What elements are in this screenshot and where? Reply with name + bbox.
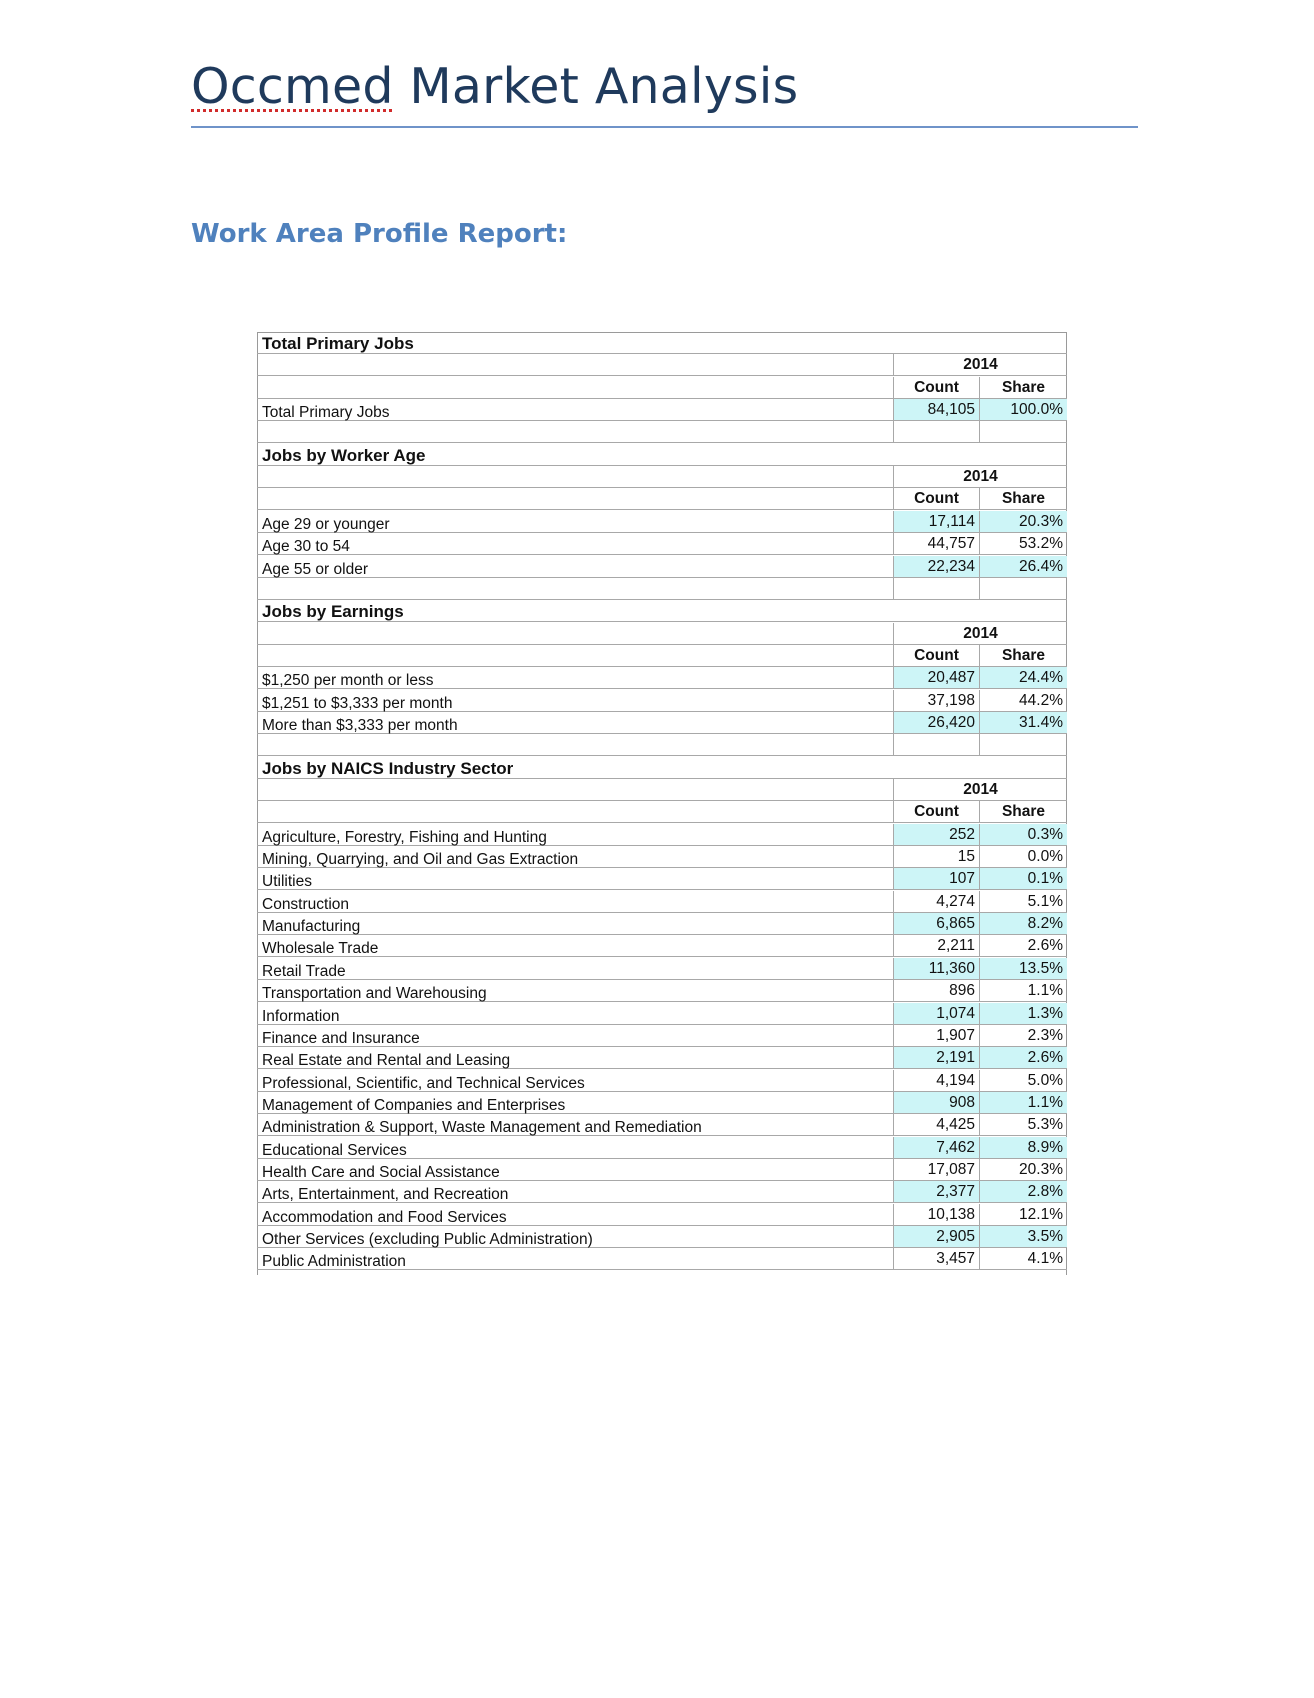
row-share: 24.4%	[980, 667, 1067, 688]
empty-cell	[257, 645, 894, 666]
row-label-text: Information	[262, 1007, 340, 1025]
table-row	[257, 511, 1067, 533]
row-label	[257, 690, 894, 711]
table-row	[257, 667, 1067, 689]
table-row	[257, 712, 1067, 734]
row-share: 2.6%	[980, 1047, 1067, 1068]
row-share: 20.3%	[1019, 1160, 1063, 1178]
empty-cell	[257, 578, 894, 599]
row-label	[257, 891, 894, 912]
row-count: 17,087	[894, 1159, 980, 1180]
row-count: 10,138	[894, 1204, 980, 1225]
row-count: 22,234	[894, 556, 980, 577]
row-share: 5.3%	[1027, 1116, 1063, 1134]
row-label	[257, 1248, 894, 1269]
year-header-row	[257, 779, 1067, 801]
count-header: Count	[894, 801, 980, 822]
row-label-text: Health Care and Social Assistance	[262, 1163, 500, 1181]
table-row	[257, 868, 1067, 890]
row-label-text: Educational Services	[262, 1141, 407, 1159]
empty-cell	[257, 779, 894, 800]
share-header: Share	[1001, 646, 1046, 664]
table-row	[257, 1226, 1067, 1248]
table-row	[257, 891, 1067, 913]
table-row	[257, 1248, 1067, 1270]
report-heading: Work Area Profile Report:	[191, 219, 568, 249]
row-label	[257, 1114, 894, 1135]
title-rest: Market Analysis	[393, 58, 799, 115]
row-count: 37,198	[894, 690, 980, 711]
empty-cell	[257, 354, 894, 375]
table-row	[257, 913, 1067, 935]
table-row	[257, 1047, 1067, 1069]
section-title-row	[257, 332, 1067, 354]
row-label	[257, 1159, 894, 1180]
row-share: 5.1%	[1027, 892, 1063, 910]
row-share: 100.0%	[980, 399, 1067, 420]
row-count: 44,757	[894, 533, 980, 554]
spacer-row	[257, 578, 1067, 600]
section-title-row	[257, 600, 1067, 622]
row-label-text: Wholesale Trade	[262, 940, 379, 958]
row-label	[257, 913, 894, 934]
row-label	[257, 868, 894, 889]
count-header: Count	[894, 488, 980, 509]
table-row	[257, 399, 1067, 421]
row-count: 252	[894, 824, 980, 845]
row-count: 908	[894, 1092, 980, 1113]
table-row	[257, 958, 1067, 980]
table-row	[257, 1070, 1067, 1092]
empty-cell	[980, 421, 1067, 442]
column-header-row	[257, 645, 1067, 667]
count-header: Count	[894, 645, 980, 666]
row-label	[257, 399, 894, 420]
row-share: 0.1%	[980, 868, 1067, 889]
row-label	[257, 712, 894, 733]
row-label	[257, 1137, 894, 1158]
row-share: 31.4%	[980, 712, 1067, 733]
section-title-row	[257, 757, 1067, 779]
section-title: Jobs by Worker Age	[262, 445, 426, 465]
spacer-row	[257, 734, 1067, 756]
row-label-text: Mining, Quarrying, and Oil and Gas Extraction	[262, 851, 579, 869]
row-count: 20,487	[894, 667, 980, 688]
row-share: 8.2%	[980, 913, 1067, 934]
section-title: Jobs by NAICS Industry Sector	[262, 758, 514, 778]
title-underline-rule	[191, 126, 1138, 128]
row-count: 11,360	[894, 958, 980, 979]
row-label	[257, 935, 894, 956]
row-count: 896	[894, 980, 980, 1001]
empty-cell	[257, 801, 894, 822]
row-label-text: Retail Trade	[262, 962, 346, 980]
document-title	[191, 60, 798, 114]
row-label-text: Transportation and Warehousing	[262, 985, 487, 1003]
empty-cell	[257, 421, 894, 442]
row-label-text: Finance and Insurance	[262, 1029, 420, 1047]
row-share: 44.2%	[1019, 691, 1063, 709]
row-share: 5.0%	[1027, 1071, 1063, 1089]
row-count: 2,211	[894, 935, 980, 956]
row-label-text: $1,251 to $3,333 per month	[262, 694, 453, 712]
share-header: Share	[1001, 803, 1046, 821]
work-area-profile-table	[257, 332, 1067, 1275]
year-label: 2014	[963, 356, 998, 374]
row-label-text: Total Primary Jobs	[262, 404, 390, 422]
title-word-misspelled: Occmed	[191, 58, 394, 115]
row-label	[257, 958, 894, 979]
row-count: 15	[894, 846, 980, 867]
row-label	[257, 533, 894, 554]
table-row	[257, 1181, 1067, 1203]
row-label-text: Public Administration	[262, 1253, 406, 1271]
row-count: 1,074	[894, 1003, 980, 1024]
year-label: 2014	[963, 468, 998, 486]
row-count: 2,191	[894, 1047, 980, 1068]
year-header-row	[257, 354, 1067, 376]
row-label-text: Age 30 to 54	[262, 538, 350, 556]
row-share: 3.5%	[980, 1226, 1067, 1247]
row-label-text: Manufacturing	[262, 918, 361, 936]
table-row	[257, 1114, 1067, 1136]
empty-cell	[894, 734, 980, 755]
row-label-text: Utilities	[262, 873, 312, 891]
year-label: 2014	[963, 781, 998, 798]
row-label	[257, 667, 894, 688]
share-header: Share	[1001, 378, 1046, 396]
row-label-text: Real Estate and Rental and Leasing	[262, 1052, 511, 1070]
row-label-text: Professional, Scientific, and Technical Services	[262, 1074, 585, 1092]
empty-cell	[257, 466, 894, 487]
row-share: 12.1%	[1019, 1205, 1063, 1223]
row-label-text: More than $3,333 per month	[262, 716, 458, 734]
table-row	[257, 824, 1067, 846]
row-label	[257, 980, 894, 1001]
spacer-row	[257, 421, 1067, 443]
row-count: 2,377	[894, 1181, 980, 1202]
row-label-text: Agriculture, Forestry, Fishing and Hunting	[262, 828, 547, 846]
empty-cell	[980, 734, 1067, 755]
row-label	[257, 1070, 894, 1091]
row-label	[257, 1047, 894, 1068]
row-label-text: Age 55 or older	[262, 560, 368, 578]
empty-cell	[257, 623, 894, 644]
row-label-text: Administration & Support, Waste Management and Remediation	[262, 1119, 702, 1137]
table-row	[257, 1204, 1067, 1226]
year-label: 2014	[963, 624, 998, 642]
row-count: 1,907	[894, 1025, 980, 1046]
row-share: 2.8%	[980, 1181, 1067, 1202]
table-row	[257, 556, 1067, 578]
row-label-text: Construction	[262, 895, 350, 913]
row-label	[257, 1204, 894, 1225]
empty-cell	[257, 488, 894, 509]
row-label	[257, 824, 894, 845]
row-share: 8.9%	[980, 1137, 1067, 1158]
row-count: 17,114	[894, 511, 980, 532]
empty-cell	[257, 377, 894, 398]
table-row	[257, 846, 1067, 868]
row-label-text: Other Services (excluding Public Administration)	[262, 1231, 593, 1248]
row-count: 3,457	[894, 1248, 980, 1269]
row-count: 26,420	[894, 712, 980, 733]
row-share: 13.5%	[980, 958, 1067, 979]
year-header-row	[257, 623, 1067, 645]
row-label-text: Arts, Entertainment, and Recreation	[262, 1186, 509, 1204]
table-row	[257, 1159, 1067, 1181]
year-header-row	[257, 466, 1067, 488]
row-label	[257, 556, 894, 577]
row-label	[257, 1003, 894, 1024]
row-share: 53.2%	[1019, 535, 1063, 553]
section-title-row	[257, 444, 1067, 466]
row-count: 4,194	[894, 1070, 980, 1091]
row-label	[257, 511, 894, 532]
row-count: 7,462	[894, 1137, 980, 1158]
row-label	[257, 1025, 894, 1046]
row-count: 4,274	[894, 891, 980, 912]
empty-cell	[980, 578, 1067, 599]
row-share: 2.3%	[1027, 1026, 1063, 1044]
column-header-row	[257, 488, 1067, 510]
empty-cell	[894, 578, 980, 599]
section-title: Total Primary Jobs	[262, 334, 414, 353]
row-share: 0.0%	[1027, 848, 1063, 866]
row-count: 4,425	[894, 1114, 980, 1135]
row-share: 0.3%	[980, 824, 1067, 845]
row-share: 26.4%	[980, 556, 1067, 577]
table-row	[257, 690, 1067, 712]
section-title: Jobs by Earnings	[262, 602, 404, 622]
empty-cell	[257, 734, 894, 755]
row-label-text: Management of Companies and Enterprises	[262, 1096, 566, 1114]
table-row	[257, 1025, 1067, 1047]
row-label	[257, 1181, 894, 1202]
share-header: Share	[1001, 490, 1046, 508]
row-share: 1.3%	[980, 1003, 1067, 1024]
table-row	[257, 1092, 1067, 1114]
empty-cell	[894, 421, 980, 442]
table-row	[257, 1137, 1067, 1159]
table-row	[257, 935, 1067, 957]
row-count: 2,905	[894, 1226, 980, 1247]
row-label-text: Accommodation and Food Services	[262, 1208, 507, 1226]
table-row	[257, 533, 1067, 555]
row-count: 107	[894, 868, 980, 889]
table-row	[257, 980, 1067, 1002]
table-row	[257, 1003, 1067, 1025]
row-share: 1.1%	[1027, 982, 1063, 1000]
row-count: 6,865	[894, 913, 980, 934]
row-share: 1.1%	[980, 1092, 1067, 1113]
row-count: 84,105	[894, 399, 980, 420]
row-label-text: $1,250 per month or less	[262, 672, 434, 690]
column-header-row	[257, 377, 1067, 399]
row-label	[257, 1092, 894, 1113]
row-label	[257, 1226, 894, 1247]
row-share: 4.1%	[1027, 1250, 1063, 1268]
row-share: 20.3%	[980, 511, 1067, 532]
column-header-row	[257, 801, 1067, 823]
row-share: 2.6%	[1027, 937, 1063, 955]
row-label	[257, 846, 894, 867]
row-label-text: Age 29 or younger	[262, 515, 390, 533]
count-header: Count	[894, 377, 980, 398]
